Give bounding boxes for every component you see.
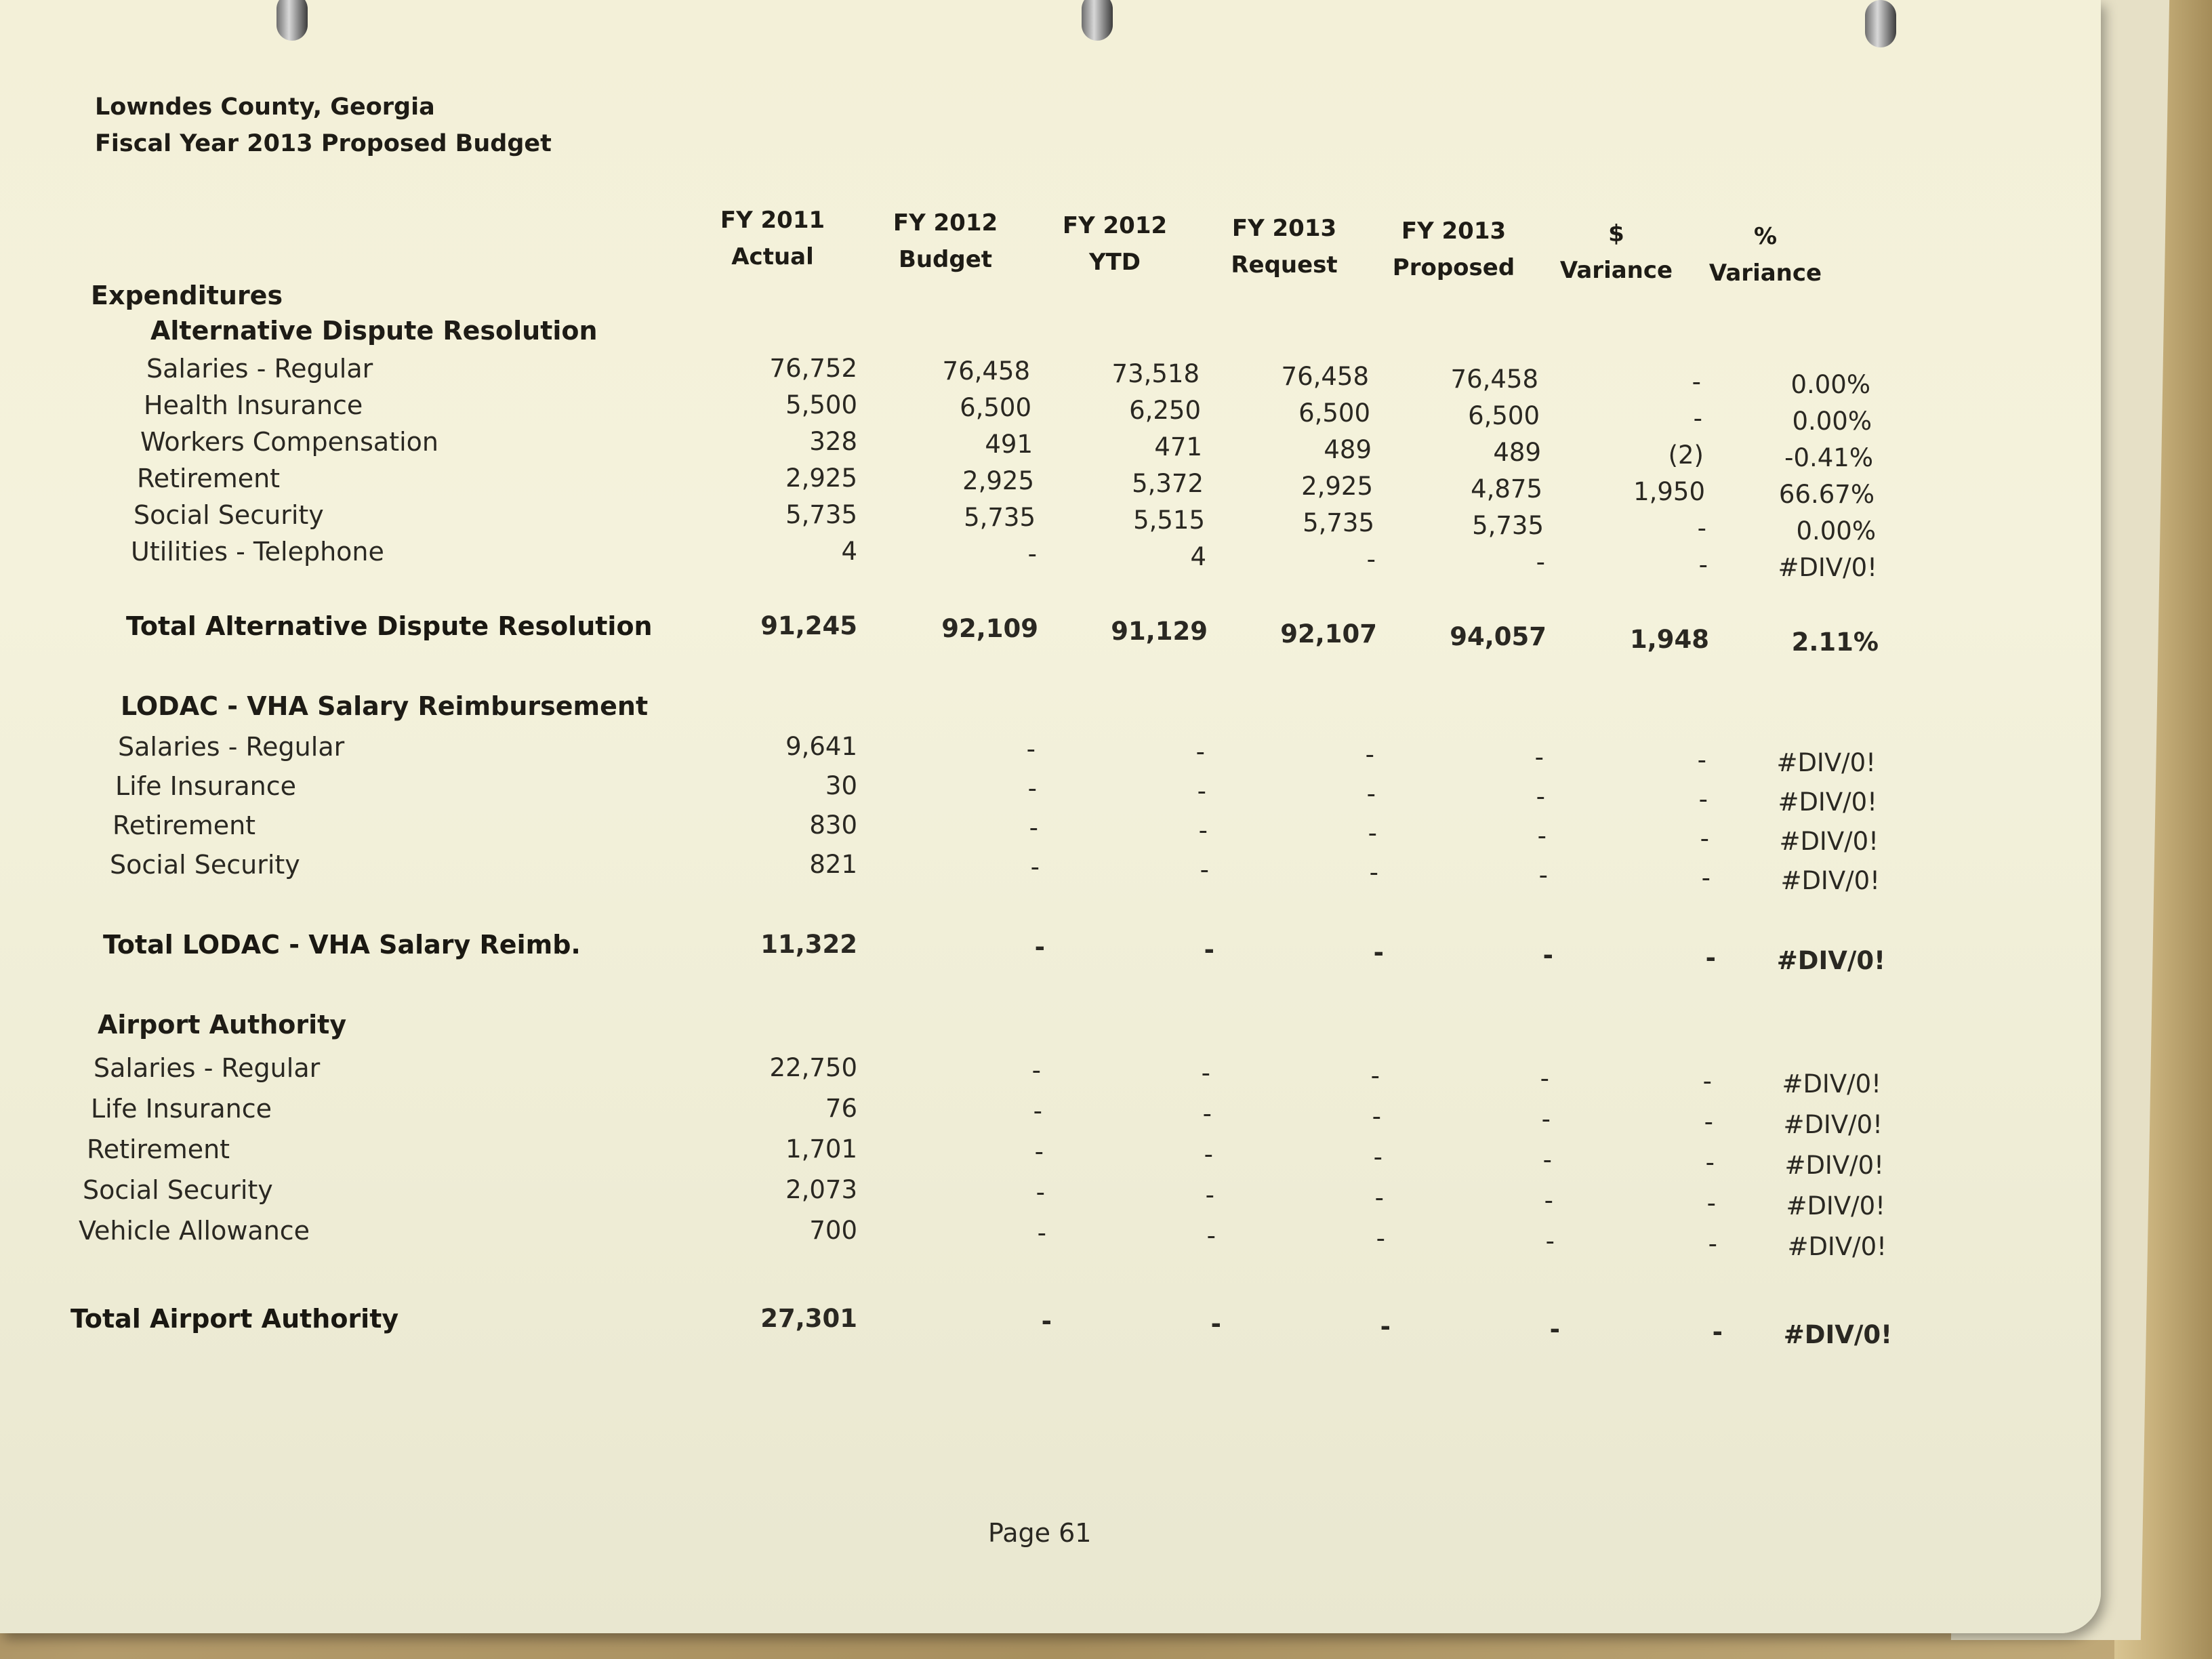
column-header-line1: %	[1753, 223, 1778, 250]
line-item-label: Health Insurance	[144, 390, 363, 420]
cell-value: -	[1036, 1178, 1045, 1207]
cell-value: 4	[841, 537, 857, 566]
cell-value: 5,735	[964, 503, 1036, 532]
binder-ring	[1865, 0, 1896, 47]
cell-value: -	[1549, 1315, 1560, 1344]
column-header-line2: YTD	[1088, 249, 1141, 276]
cell-value: 4,875	[1471, 474, 1542, 504]
cell-value: -	[1033, 1097, 1042, 1126]
cell-value: 22,750	[769, 1053, 857, 1082]
cell-value: -	[1701, 863, 1711, 893]
cell-value: 0.00%	[1792, 407, 1872, 436]
column-header	[1538, 216, 1694, 289]
cell-value: 5,735	[1472, 511, 1544, 540]
cell-value: 4	[1190, 542, 1206, 571]
cell-value: -	[1373, 1143, 1382, 1172]
section-heading: Alternative Dispute Resolution	[150, 316, 598, 346]
line-item-label: Retirement	[112, 811, 256, 840]
column-header-line1: FY 2012	[893, 209, 998, 237]
cell-value: -	[1370, 1061, 1380, 1090]
cell-value: #DIV/0!	[1776, 748, 1876, 777]
cell-value: #DIV/0!	[1778, 787, 1877, 817]
cell-value: #DIV/0!	[1778, 553, 1877, 582]
cell-value: #DIV/0!	[1783, 1320, 1892, 1349]
cell-value: -	[1205, 1181, 1214, 1210]
column-header-line2: Proposed	[1392, 254, 1515, 281]
cell-value: 6,500	[1468, 401, 1540, 430]
cell-value: -	[1704, 1107, 1713, 1136]
column-header-line2: Variance	[1708, 260, 1822, 287]
cell-value: 489	[1324, 435, 1372, 464]
cell-value: -	[1372, 1102, 1381, 1131]
cell-value: 5,735	[785, 500, 857, 529]
cell-value: -	[1544, 1186, 1553, 1215]
cell-value: 1,948	[1629, 625, 1709, 654]
line-item-label: Utilities - Telephone	[131, 537, 384, 567]
cell-value: -	[1692, 367, 1701, 396]
cell-value: 92,107	[1280, 619, 1377, 649]
cell-value: 27,301	[760, 1304, 857, 1333]
line-item-label: Retirement	[137, 464, 281, 493]
cell-value: -	[1027, 774, 1037, 803]
cell-value: 471	[1154, 432, 1202, 462]
cell-value: 76,458	[1281, 362, 1369, 391]
cell-value: #DIV/0!	[1776, 946, 1885, 975]
cell-value: -	[1705, 1148, 1715, 1177]
column-header-line2: Budget	[898, 246, 993, 273]
cell-value: 1,950	[1633, 477, 1705, 506]
cell-value: -	[1697, 514, 1706, 543]
cell-value: -	[1031, 1056, 1041, 1085]
column-header-line2: Actual	[731, 243, 814, 270]
cell-value: -	[1034, 1137, 1044, 1166]
cell-value: (2)	[1668, 441, 1704, 470]
cell-value: 5,515	[1133, 506, 1205, 535]
cell-value: -0.41%	[1784, 443, 1873, 472]
cell-value: 2,073	[785, 1175, 857, 1204]
cell-value: #DIV/0!	[1787, 1232, 1887, 1261]
column-header	[695, 202, 851, 275]
cell-value: -	[1693, 404, 1702, 433]
cell-value: 73,518	[1111, 359, 1200, 388]
section-heading: LODAC - VHA Salary Reimbursement	[121, 691, 649, 721]
cell-value: -	[1538, 861, 1548, 890]
cell-value: #DIV/0!	[1786, 1191, 1885, 1221]
cell-value: -	[1534, 743, 1544, 772]
cell-value: 66.67%	[1778, 480, 1875, 509]
cell-value: 2,925	[785, 464, 857, 493]
cell-value: -	[1545, 1227, 1555, 1256]
cell-value: -	[1366, 545, 1376, 574]
line-item-label: Social Security	[134, 500, 324, 530]
cell-value: #DIV/0!	[1779, 827, 1879, 856]
cell-value: 91,129	[1111, 617, 1208, 646]
cell-value: -	[1376, 1224, 1385, 1253]
cell-value: -	[1204, 1140, 1213, 1169]
cell-value: 5,500	[785, 390, 857, 419]
cell-value: -	[1698, 550, 1708, 579]
cell-value: -	[1027, 539, 1037, 569]
cell-value: #DIV/0!	[1784, 1151, 1884, 1180]
cell-value: -	[1536, 548, 1545, 577]
cell-value: -	[1202, 1099, 1212, 1128]
column-header	[1687, 218, 1843, 291]
column-header-line2: Request	[1231, 251, 1338, 279]
cell-value: -	[1700, 824, 1709, 853]
cell-value: 489	[1493, 438, 1541, 467]
cell-value: 2.11%	[1791, 628, 1879, 657]
cell-value: 11,322	[760, 930, 857, 959]
cell-value: -	[1206, 1221, 1216, 1250]
cell-value: 821	[809, 850, 857, 879]
cell-value: 6,250	[1129, 396, 1201, 425]
column-header	[1206, 210, 1362, 283]
cell-value: -	[1698, 785, 1708, 814]
expenditures-heading: Expenditures	[91, 281, 283, 310]
cell-value: 700	[809, 1216, 857, 1245]
cell-value: 76,458	[942, 356, 1030, 386]
cell-value: -	[1197, 777, 1206, 806]
cell-value: -	[1536, 782, 1545, 811]
cell-value: -	[1026, 735, 1036, 764]
cell-value: 76	[825, 1094, 857, 1123]
cell-value: #DIV/0!	[1783, 1110, 1883, 1139]
cell-value: 5,372	[1132, 469, 1204, 498]
line-item-label: Life Insurance	[91, 1094, 272, 1124]
line-item-label: Workers Compensation	[140, 427, 439, 457]
cell-value: 0.00%	[1790, 370, 1870, 399]
cell-value: 91,245	[760, 611, 857, 640]
cell-value: -	[1029, 813, 1038, 842]
section-total-label: Total Alternative Dispute Resolution	[126, 611, 653, 641]
cell-value: 9,641	[785, 732, 857, 761]
cell-value: -	[1195, 737, 1205, 766]
cell-value: #DIV/0!	[1780, 866, 1880, 895]
cell-value: -	[1373, 938, 1384, 967]
cell-value: -	[1368, 819, 1377, 848]
section-heading: Airport Authority	[98, 1010, 347, 1040]
section-total-label: Total Airport Authority	[70, 1304, 399, 1334]
line-item-label: Vehicle Allowance	[79, 1216, 310, 1246]
cell-value: 830	[809, 811, 857, 840]
cell-value: -	[1541, 1105, 1551, 1134]
line-item-label: Retirement	[87, 1134, 230, 1164]
cell-value: -	[1702, 1067, 1712, 1096]
cell-value: 0.00%	[1796, 516, 1876, 546]
cell-value: -	[1542, 941, 1553, 970]
column-header	[1037, 207, 1193, 281]
cell-value: 6,500	[1298, 398, 1370, 428]
column-header-line1: FY 2011	[720, 207, 825, 234]
cell-value: -	[1204, 935, 1214, 964]
cell-value: 328	[809, 427, 857, 456]
line-item-label: Social Security	[83, 1175, 273, 1205]
column-header	[867, 205, 1023, 278]
cell-value: -	[1201, 1059, 1210, 1088]
cell-value: -	[1706, 1189, 1716, 1218]
cell-value: -	[1708, 1229, 1717, 1258]
cell-value: -	[1374, 1183, 1384, 1212]
document-title: Fiscal Year 2013 Proposed Budget	[95, 130, 552, 157]
page-number: Page 61	[988, 1518, 1092, 1548]
cell-value: 491	[985, 430, 1033, 459]
cell-value: -	[1037, 1218, 1046, 1248]
cell-value: 92,109	[941, 614, 1038, 643]
cell-value: 6,500	[960, 393, 1031, 422]
cell-value: -	[1041, 1307, 1052, 1336]
cell-value: -	[1210, 1309, 1221, 1338]
cell-value: -	[1366, 779, 1376, 808]
cell-value: -	[1198, 816, 1208, 845]
column-header-line1: FY 2013	[1401, 218, 1507, 245]
line-item-label: Life Insurance	[115, 771, 297, 801]
section-total-label: Total LODAC - VHA Salary Reimb.	[103, 930, 581, 960]
line-item-label: Salaries - Regular	[94, 1053, 321, 1083]
cell-value: -	[1537, 821, 1547, 851]
cell-value: -	[1365, 740, 1374, 769]
column-header-line1: FY 2012	[1062, 212, 1168, 239]
column-header	[1376, 213, 1532, 286]
cell-value: -	[1540, 1064, 1549, 1093]
line-item-label: Salaries - Regular	[146, 354, 373, 384]
cell-value: -	[1034, 933, 1045, 962]
cell-value: -	[1705, 943, 1716, 972]
line-item-label: Social Security	[110, 850, 300, 880]
cell-value: 94,057	[1450, 622, 1547, 651]
column-header-line2: Variance	[1559, 257, 1673, 284]
binder-ring	[276, 0, 308, 41]
cell-value: 2,925	[1301, 472, 1373, 501]
cell-value: -	[1712, 1317, 1723, 1347]
cell-value: -	[1380, 1312, 1391, 1341]
cell-value: -	[1697, 745, 1706, 775]
cell-value: -	[1030, 853, 1040, 882]
org-name: Lowndes County, Georgia	[95, 94, 435, 121]
line-item-label: Salaries - Regular	[118, 732, 345, 762]
cell-value: 1,701	[785, 1134, 857, 1164]
cell-value: -	[1369, 858, 1378, 887]
cell-value: #DIV/0!	[1782, 1069, 1881, 1099]
cell-value: 2,925	[962, 466, 1034, 495]
cell-value: 76,458	[1450, 365, 1538, 394]
cell-value: -	[1200, 855, 1209, 884]
binder-ring	[1082, 0, 1113, 41]
cell-value: 30	[825, 771, 857, 800]
cell-value: -	[1542, 1145, 1552, 1174]
column-header-line1: FY 2013	[1231, 215, 1337, 242]
cell-value: 5,735	[1303, 508, 1374, 537]
column-header-line1: $	[1608, 220, 1624, 247]
cell-value: 76,752	[769, 354, 857, 383]
